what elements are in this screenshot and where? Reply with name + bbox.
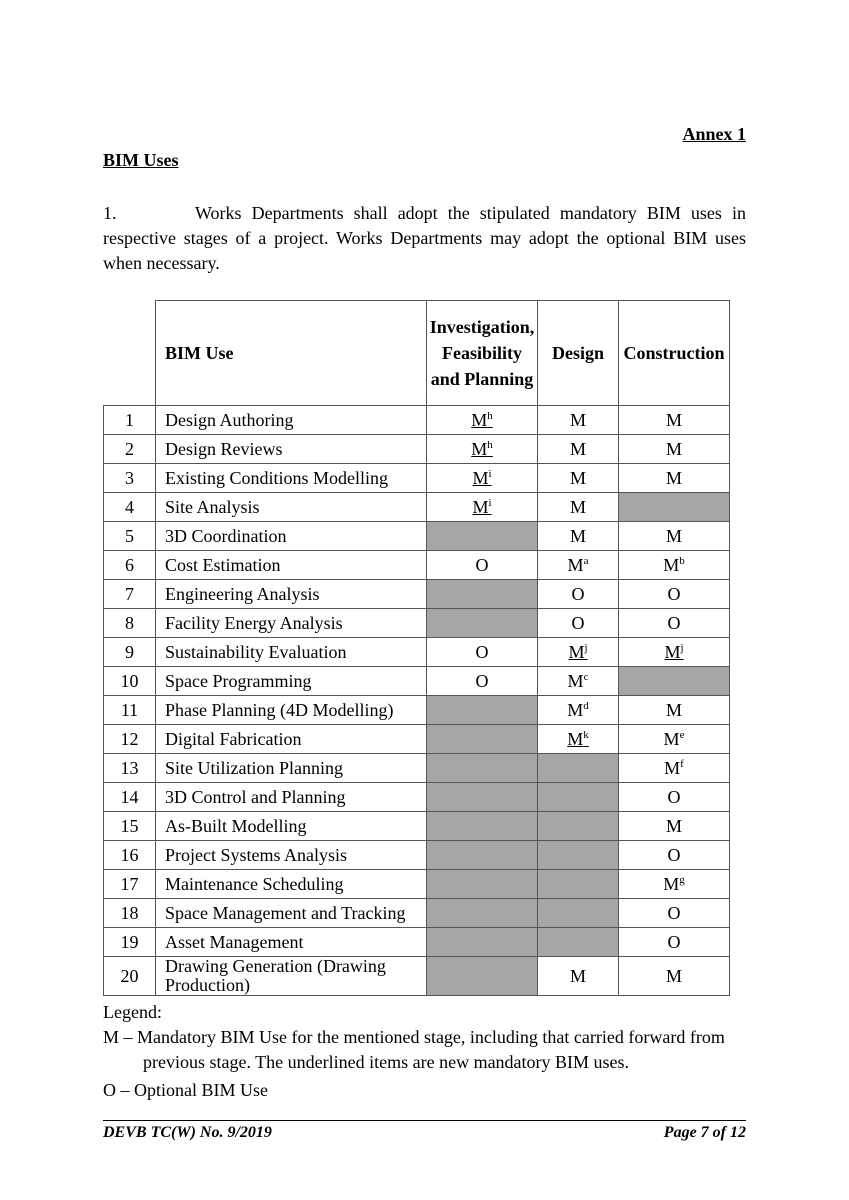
construction-value bbox=[663, 874, 685, 894]
design-value-letter: M bbox=[567, 699, 584, 720]
investigation-value bbox=[472, 468, 491, 488]
row-number: 15 bbox=[104, 812, 156, 841]
row-number: 6 bbox=[104, 551, 156, 580]
row-number: 7 bbox=[104, 580, 156, 609]
construction-cell bbox=[619, 957, 730, 996]
investigation-cell-not-applicable bbox=[427, 522, 538, 551]
investigation-cell bbox=[427, 551, 538, 580]
design-value-letter: M bbox=[567, 670, 584, 691]
construction-cell bbox=[619, 754, 730, 783]
design-cell-not-applicable bbox=[538, 812, 619, 841]
design-value-letter: M bbox=[567, 728, 584, 749]
construction-value bbox=[666, 439, 682, 459]
legend-title: Legend: bbox=[103, 1002, 162, 1022]
bim-use-name: Asset Management bbox=[156, 928, 427, 957]
construction-value-letter: M bbox=[665, 409, 682, 430]
intro-paragraph bbox=[103, 201, 746, 276]
design-value-letter: M bbox=[569, 525, 586, 546]
construction-value-note: b bbox=[679, 554, 685, 567]
header-investigation-line1: Investigation, bbox=[429, 317, 535, 337]
investigation-cell-not-applicable bbox=[427, 609, 538, 638]
construction-value-note: j bbox=[680, 641, 684, 654]
construction-value-letter: M bbox=[663, 873, 680, 894]
bim-use-name: Engineering Analysis bbox=[156, 580, 427, 609]
construction-value-letter: O bbox=[667, 786, 681, 807]
construction-value bbox=[668, 787, 681, 807]
row-number: 17 bbox=[104, 870, 156, 899]
table-row bbox=[104, 957, 730, 996]
design-value bbox=[568, 555, 589, 575]
investigation-cell-not-applicable bbox=[427, 696, 538, 725]
design-cell-not-applicable bbox=[538, 870, 619, 899]
table-row bbox=[104, 870, 730, 899]
row-number: 1 bbox=[104, 406, 156, 435]
design-cell bbox=[538, 609, 619, 638]
table-row bbox=[104, 609, 730, 638]
investigation-value-note: i bbox=[488, 496, 492, 509]
design-value-note: k bbox=[583, 728, 589, 741]
bim-use-name: Drawing Generation (Drawing Production) bbox=[156, 957, 427, 996]
table-row bbox=[104, 696, 730, 725]
investigation-cell-not-applicable bbox=[427, 754, 538, 783]
design-cell bbox=[538, 493, 619, 522]
design-value-letter: M bbox=[569, 496, 586, 517]
header-bim-use: BIM Use bbox=[156, 301, 427, 406]
header-construction: Construction bbox=[619, 301, 730, 406]
construction-cell bbox=[619, 899, 730, 928]
bim-use-name: 3D Coordination bbox=[156, 522, 427, 551]
investigation-value bbox=[476, 555, 489, 575]
investigation-cell-not-applicable bbox=[427, 928, 538, 957]
design-value bbox=[568, 642, 587, 662]
bim-use-name: 3D Control and Planning bbox=[156, 783, 427, 812]
investigation-cell-not-applicable bbox=[427, 783, 538, 812]
construction-value bbox=[668, 613, 681, 633]
bim-use-name: Space Programming bbox=[156, 667, 427, 696]
table-row bbox=[104, 435, 730, 464]
design-value bbox=[570, 439, 586, 459]
header-design: Design bbox=[538, 301, 619, 406]
design-value-letter: M bbox=[569, 438, 586, 459]
header-investigation-line3: and Planning bbox=[430, 369, 534, 389]
table-header-row bbox=[104, 301, 730, 406]
bim-use-name: Site Analysis bbox=[156, 493, 427, 522]
construction-value bbox=[666, 966, 682, 986]
design-value-letter: M bbox=[569, 409, 586, 430]
construction-value-letter: M bbox=[665, 467, 682, 488]
construction-value-letter: O bbox=[667, 931, 681, 952]
construction-cell bbox=[619, 406, 730, 435]
construction-value bbox=[664, 642, 683, 662]
investigation-value-letter: M bbox=[471, 409, 488, 430]
construction-cell bbox=[619, 522, 730, 551]
legend bbox=[103, 1000, 753, 1103]
bim-use-name: As-Built Modelling bbox=[156, 812, 427, 841]
investigation-cell-not-applicable bbox=[427, 841, 538, 870]
construction-value-letter: M bbox=[665, 525, 682, 546]
construction-value-letter: M bbox=[665, 438, 682, 459]
table-row bbox=[104, 725, 730, 754]
row-number: 4 bbox=[104, 493, 156, 522]
bim-use-name: Design Authoring bbox=[156, 406, 427, 435]
legend-o-text: O – Optional BIM Use bbox=[103, 1080, 268, 1100]
construction-value-letter: M bbox=[663, 554, 680, 575]
design-value bbox=[570, 468, 586, 488]
design-value-note: c bbox=[583, 670, 589, 683]
bim-use-name: Existing Conditions Modelling bbox=[156, 464, 427, 493]
design-cell bbox=[538, 464, 619, 493]
bim-uses-table bbox=[103, 300, 730, 996]
design-cell bbox=[538, 522, 619, 551]
construction-value-letter: M bbox=[665, 965, 682, 986]
investigation-cell bbox=[427, 435, 538, 464]
construction-value-letter: O bbox=[667, 612, 681, 633]
design-cell-not-applicable bbox=[538, 783, 619, 812]
construction-cell-not-applicable bbox=[619, 493, 730, 522]
footer-divider bbox=[103, 1120, 746, 1121]
construction-value bbox=[663, 555, 685, 575]
construction-cell bbox=[619, 812, 730, 841]
row-number: 13 bbox=[104, 754, 156, 783]
design-cell bbox=[538, 667, 619, 696]
bim-use-name: Project Systems Analysis bbox=[156, 841, 427, 870]
construction-cell bbox=[619, 725, 730, 754]
row-number: 11 bbox=[104, 696, 156, 725]
design-value bbox=[572, 613, 585, 633]
investigation-value bbox=[471, 439, 493, 459]
investigation-value-letter: O bbox=[475, 641, 489, 662]
design-value bbox=[570, 526, 586, 546]
section-heading: BIM Uses bbox=[103, 150, 179, 170]
bim-use-name: Sustainability Evaluation bbox=[156, 638, 427, 667]
construction-cell bbox=[619, 609, 730, 638]
investigation-value-note: h bbox=[487, 438, 493, 451]
investigation-cell-not-applicable bbox=[427, 957, 538, 996]
investigation-value bbox=[476, 671, 489, 691]
table-row bbox=[104, 928, 730, 957]
construction-value-letter: M bbox=[664, 641, 681, 662]
investigation-value-letter: M bbox=[472, 496, 489, 517]
bim-use-name: Cost Estimation bbox=[156, 551, 427, 580]
footer-page-number: Page 7 of 12 bbox=[663, 1124, 746, 1141]
construction-value bbox=[666, 816, 682, 836]
construction-cell bbox=[619, 435, 730, 464]
row-number: 10 bbox=[104, 667, 156, 696]
design-value bbox=[570, 410, 586, 430]
design-value-letter: M bbox=[568, 641, 585, 662]
construction-value-note: g bbox=[679, 873, 685, 886]
investigation-value-letter: M bbox=[471, 438, 488, 459]
construction-cell bbox=[619, 464, 730, 493]
investigation-value bbox=[476, 642, 489, 662]
investigation-cell bbox=[427, 493, 538, 522]
table-row bbox=[104, 783, 730, 812]
construction-cell bbox=[619, 841, 730, 870]
design-cell-not-applicable bbox=[538, 841, 619, 870]
construction-cell bbox=[619, 580, 730, 609]
design-value-letter: M bbox=[567, 554, 584, 575]
bim-use-name: Phase Planning (4D Modelling) bbox=[156, 696, 427, 725]
investigation-cell-not-applicable bbox=[427, 812, 538, 841]
investigation-value bbox=[472, 497, 491, 517]
investigation-cell-not-applicable bbox=[427, 870, 538, 899]
construction-value-note: f bbox=[680, 757, 684, 770]
row-number: 2 bbox=[104, 435, 156, 464]
table-row bbox=[104, 638, 730, 667]
construction-value bbox=[664, 729, 685, 749]
design-value-letter: M bbox=[569, 965, 586, 986]
design-cell-not-applicable bbox=[538, 899, 619, 928]
construction-value bbox=[668, 903, 681, 923]
design-cell bbox=[538, 696, 619, 725]
bim-use-name: Site Utilization Planning bbox=[156, 754, 427, 783]
construction-value-note: e bbox=[679, 728, 685, 741]
construction-cell bbox=[619, 783, 730, 812]
row-number: 20 bbox=[104, 957, 156, 996]
design-value-letter: O bbox=[571, 612, 585, 633]
design-cell bbox=[538, 957, 619, 996]
table-row bbox=[104, 464, 730, 493]
investigation-value-letter: O bbox=[475, 554, 489, 575]
design-cell bbox=[538, 580, 619, 609]
design-value bbox=[572, 584, 585, 604]
construction-value-letter: M bbox=[665, 699, 682, 720]
table-row bbox=[104, 551, 730, 580]
row-number: 16 bbox=[104, 841, 156, 870]
annex-title: Annex 1 bbox=[682, 124, 746, 144]
investigation-value-letter: O bbox=[475, 670, 489, 691]
construction-value bbox=[666, 700, 682, 720]
table-row bbox=[104, 406, 730, 435]
table-row bbox=[104, 667, 730, 696]
legend-m-text: M – Mandatory BIM Use for the mentioned stage, including that carried forward from bbox=[103, 1027, 725, 1047]
bim-use-name: Digital Fabrication bbox=[156, 725, 427, 754]
row-number: 9 bbox=[104, 638, 156, 667]
bim-use-name: Space Management and Tracking bbox=[156, 899, 427, 928]
investigation-value bbox=[471, 410, 493, 430]
construction-value bbox=[664, 758, 684, 778]
investigation-cell bbox=[427, 406, 538, 435]
paragraph-text: Works Departments shall adopt the stipulated mandatory BIM uses in respective stages of a project. Works Departments may adopt the optional BIM uses when necessary. bbox=[103, 203, 746, 273]
row-number: 19 bbox=[104, 928, 156, 957]
design-value bbox=[567, 700, 589, 720]
table-row bbox=[104, 522, 730, 551]
table-row bbox=[104, 580, 730, 609]
design-cell bbox=[538, 406, 619, 435]
construction-cell-not-applicable bbox=[619, 667, 730, 696]
construction-value bbox=[666, 468, 682, 488]
investigation-cell-not-applicable bbox=[427, 899, 538, 928]
table-row bbox=[104, 899, 730, 928]
header-blank-cell bbox=[104, 301, 156, 406]
construction-value-letter: O bbox=[667, 902, 681, 923]
design-cell bbox=[538, 435, 619, 464]
design-value bbox=[570, 966, 586, 986]
construction-value-letter: M bbox=[663, 728, 680, 749]
row-number: 5 bbox=[104, 522, 156, 551]
design-value-note: j bbox=[584, 641, 588, 654]
investigation-value-letter: M bbox=[472, 467, 489, 488]
investigation-value-note: h bbox=[487, 409, 493, 422]
construction-cell bbox=[619, 638, 730, 667]
construction-value bbox=[668, 932, 681, 952]
design-cell-not-applicable bbox=[538, 754, 619, 783]
investigation-cell-not-applicable bbox=[427, 725, 538, 754]
construction-value-letter: M bbox=[664, 757, 681, 778]
table-row bbox=[104, 841, 730, 870]
table-row bbox=[104, 754, 730, 783]
construction-cell bbox=[619, 870, 730, 899]
construction-cell bbox=[619, 696, 730, 725]
row-number: 14 bbox=[104, 783, 156, 812]
row-number: 12 bbox=[104, 725, 156, 754]
bim-use-name: Facility Energy Analysis bbox=[156, 609, 427, 638]
investigation-value-note: i bbox=[488, 467, 492, 480]
design-cell bbox=[538, 638, 619, 667]
investigation-cell bbox=[427, 638, 538, 667]
design-value bbox=[570, 497, 586, 517]
construction-value bbox=[668, 584, 681, 604]
bim-use-name: Design Reviews bbox=[156, 435, 427, 464]
construction-value-letter: O bbox=[667, 844, 681, 865]
row-number: 3 bbox=[104, 464, 156, 493]
construction-value bbox=[666, 410, 682, 430]
design-cell-not-applicable bbox=[538, 928, 619, 957]
construction-value bbox=[666, 526, 682, 546]
row-number: 8 bbox=[104, 609, 156, 638]
design-value-note: d bbox=[583, 699, 589, 712]
design-value-letter: M bbox=[569, 467, 586, 488]
design-value bbox=[567, 729, 589, 749]
design-cell bbox=[538, 551, 619, 580]
construction-cell bbox=[619, 928, 730, 957]
footer-document-ref: DEVB TC(W) No. 9/2019 bbox=[103, 1124, 272, 1141]
header-investigation bbox=[427, 301, 538, 406]
construction-value bbox=[668, 845, 681, 865]
construction-value-letter: M bbox=[665, 815, 682, 836]
construction-value-letter: O bbox=[667, 583, 681, 604]
investigation-cell bbox=[427, 464, 538, 493]
design-value-note: a bbox=[583, 554, 589, 567]
row-number: 18 bbox=[104, 899, 156, 928]
design-value-letter: O bbox=[571, 583, 585, 604]
table-row bbox=[104, 812, 730, 841]
legend-m-text-continued: previous stage. The underlined items are new mandatory BIM uses. bbox=[143, 1052, 630, 1072]
table-row bbox=[104, 493, 730, 522]
construction-cell bbox=[619, 551, 730, 580]
paragraph-number: 1. bbox=[103, 203, 117, 223]
design-cell bbox=[538, 725, 619, 754]
investigation-cell-not-applicable bbox=[427, 580, 538, 609]
design-value bbox=[568, 671, 589, 691]
investigation-cell bbox=[427, 667, 538, 696]
header-investigation-line2: Feasibility bbox=[442, 343, 522, 363]
bim-use-name: Maintenance Scheduling bbox=[156, 870, 427, 899]
